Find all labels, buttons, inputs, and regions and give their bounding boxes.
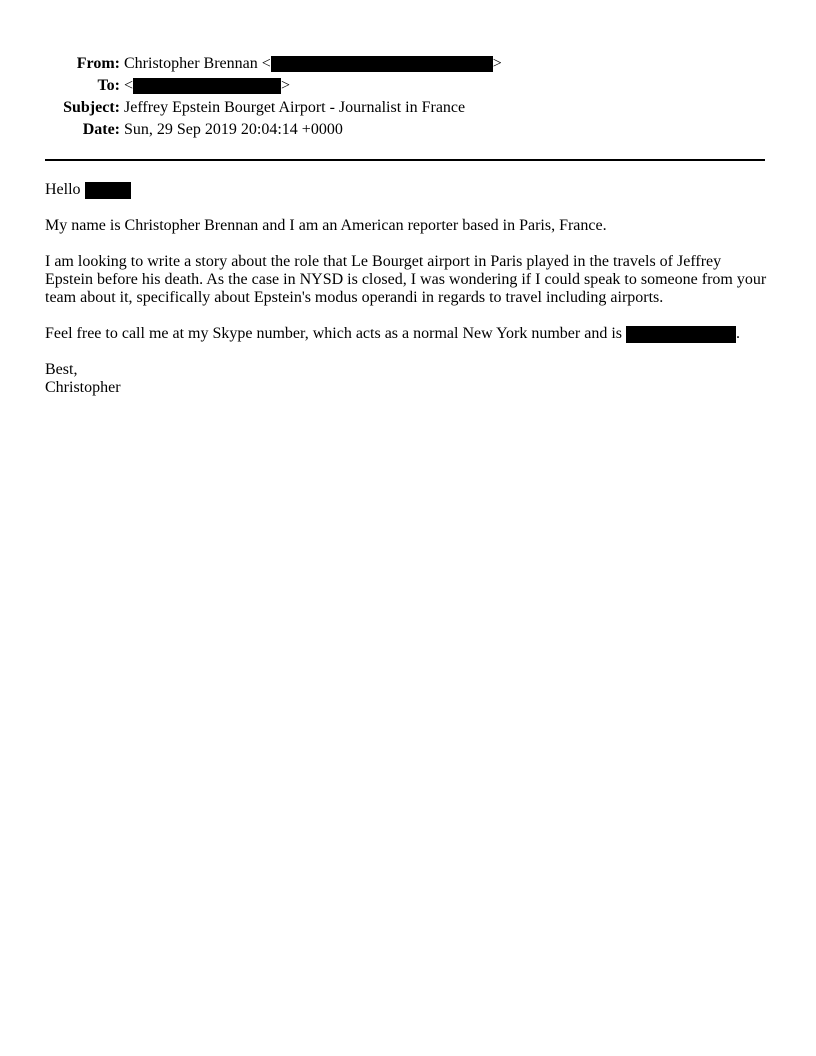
- from-name: Christopher Brennan: [124, 55, 258, 72]
- date-row: [40, 119, 600, 141]
- story-line-2: Epstein before his death. As the case in NYSD is closed, I was wondering if I could speak to someone from your: [45, 271, 767, 288]
- email-header: [40, 53, 600, 141]
- from-value: [124, 53, 502, 75]
- recipient-name-redaction: [85, 182, 131, 199]
- closing: Best,: [45, 361, 78, 378]
- subject-row: [40, 97, 600, 119]
- story-line-1: I am looking to write a story about the role that Le Bourget airport in Paris played in the travels of Jeffrey: [45, 253, 722, 270]
- phone-number-redaction: [626, 326, 736, 343]
- greeting: Hello: [45, 181, 81, 198]
- from-gt: >: [492, 55, 502, 72]
- from-label: From:: [76, 55, 120, 72]
- greeting-line: [45, 181, 131, 199]
- sign-off: [45, 361, 771, 397]
- subject-label: Subject:: [63, 99, 120, 116]
- story-paragraph: [45, 253, 771, 307]
- intro-paragraph: My name is Christopher Brennan and I am an American reporter based in Paris, France.: [45, 217, 607, 234]
- contact-text: Feel free to call me at my Skype number, which acts as a normal New York number and is: [45, 325, 622, 342]
- from-email-redaction: [271, 56, 493, 72]
- subject-value: Jeffrey Epstein Bourget Airport - Journalist in France: [124, 99, 466, 116]
- header-divider: [45, 159, 765, 161]
- to-gt: >: [281, 77, 291, 94]
- date-label: Date:: [82, 121, 120, 138]
- contact-paragraph: [45, 325, 740, 343]
- from-lt: <: [261, 55, 271, 72]
- to-label: To:: [97, 77, 120, 94]
- to-row: [40, 75, 600, 97]
- to-value: [124, 75, 290, 97]
- story-line-3: team about it, specifically about Epstein's modus operandi in regards to travel including airports.: [45, 289, 664, 306]
- date-value: Sun, 29 Sep 2019 20:04:14 +0000: [124, 121, 343, 138]
- to-lt: <: [124, 77, 134, 94]
- signature: Christopher: [45, 379, 121, 396]
- email-body: [45, 181, 771, 397]
- from-row: [40, 53, 600, 75]
- to-email-redaction: [133, 78, 281, 94]
- contact-period: .: [736, 325, 740, 342]
